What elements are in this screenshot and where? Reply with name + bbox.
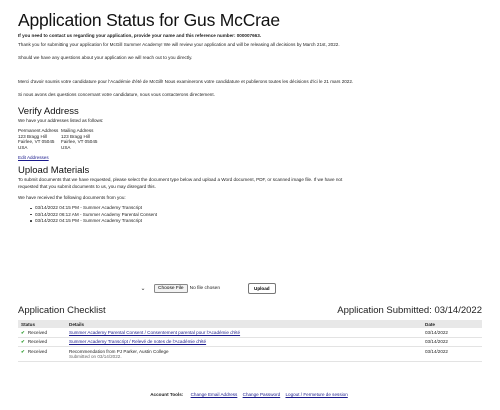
no-file-text: No file chosen [189, 286, 221, 291]
account-tools [0, 392, 500, 397]
list-item: 03/14/2022 04:15 PM - Summer Academy Transcript [30, 205, 482, 211]
row-date: 03/14/2022 [422, 347, 482, 362]
table-header-row [18, 320, 482, 328]
reference-notice: If you need to contact us regarding your application, provide your name and this reference number: 000007663. [18, 33, 262, 38]
logout-link[interactable]: Logout / Fermeture de session [285, 392, 348, 397]
row-status: Received [27, 348, 48, 354]
column-date: Date [422, 320, 482, 328]
permanent-address-street: 123 Bragg Hill [18, 133, 47, 139]
upload-button[interactable]: Upload [248, 283, 276, 294]
permanent-address-title: Permanent Address [18, 128, 59, 133]
mailing-address [61, 128, 104, 150]
address-block [18, 128, 482, 150]
checkmark-icon: ✔ [21, 329, 25, 335]
column-status: Status [18, 320, 66, 328]
mailing-address-country: USA [61, 144, 71, 150]
permanent-address-country: USA [18, 144, 28, 150]
list-item: 03/14/2022 06:12 AM - Summer Academy Parental Consent [30, 212, 482, 218]
choose-file-button[interactable]: Choose File [154, 284, 188, 293]
upload-materials-heading: Upload Materials [18, 165, 90, 177]
intro-thanks-fr: Merci d'avoir soumis votre candidature pour l'Académie d'été de McGill! Nous examinerons votre candidature et publierons toutes les décisions d'ici le 21 mars 2022. [18, 79, 354, 84]
transcript-link[interactable]: Summer Academy Transcript / Relevé de notes de l'Académie d'été [69, 339, 207, 345]
page-title: Application Status for Gus McCrae [18, 10, 280, 30]
row-details: Recommendation from PJ Parker, Austin College [69, 348, 169, 354]
page-content [18, 10, 482, 224]
account-tools-label: Account Tools: [150, 392, 184, 397]
row-subtext: Submitted on 03/14/2022. [69, 354, 122, 360]
row-status: Received [27, 339, 48, 345]
column-details: Details [66, 320, 422, 328]
checkmark-icon: ✔ [21, 348, 25, 354]
table-row [18, 347, 482, 362]
intro-thanks-en: Thank you for submitting your application for McGill Summer Academy! We will review your application and will be releasing all decisions by March 21st, 2022. [18, 42, 340, 47]
verify-address-subtext: We have your addresses listed as follows: [18, 118, 104, 123]
table-row [18, 328, 482, 337]
change-password-link[interactable]: Change Password [242, 392, 281, 397]
row-date: 03/14/2022 [422, 328, 482, 337]
mailing-address-city: Fairlee, VT 05045 [61, 139, 98, 145]
received-intro: We have received the following documents from you: [18, 195, 126, 201]
list-item: 03/14/2022 04:15 PM - Summer Academy Transcript [30, 218, 482, 224]
upload-controls [140, 283, 276, 294]
verify-address-heading: Verify Address [18, 106, 79, 117]
edit-addresses-link[interactable]: Edit Addresses [18, 155, 49, 161]
intro-questions-fr: Si nous avons des questions concernant votre candidature, nous vous contacterons directement. [18, 92, 215, 97]
checklist-header [18, 305, 482, 316]
parental-consent-link[interactable]: Summer Academy Parental Consent / Consentement parental pour l'Académie d'été [69, 329, 241, 335]
permanent-address-city: Fairlee, VT 05045 [18, 139, 55, 145]
table-row [18, 337, 482, 347]
row-date: 03/14/2022 [422, 337, 482, 347]
checklist-table [18, 320, 482, 362]
intro-questions-en: Should we have any questions about your application we will reach out to you directly. [18, 55, 193, 60]
mailing-address-title: Mailing Address [61, 128, 94, 133]
application-submitted: Application Submitted: 03/14/2022 [337, 305, 482, 316]
upload-instructions-1: To submit documents that we have requested, please select the document type below and upload a Word document, PDF, or scanned image file. If we have not [18, 177, 343, 183]
received-documents-list [30, 205, 482, 224]
checklist-heading: Application Checklist [18, 305, 106, 316]
permanent-address [18, 128, 61, 150]
mailing-address-street: 123 Bragg Hill [61, 133, 90, 139]
change-email-link[interactable]: Change Email Address [190, 392, 238, 397]
chevron-down-icon[interactable]: ⌄ [140, 286, 146, 292]
checkmark-icon: ✔ [21, 339, 25, 345]
upload-instructions-2: requested that you submit documents to us, you may disregard this. [18, 184, 156, 190]
row-status: Received [27, 329, 48, 335]
